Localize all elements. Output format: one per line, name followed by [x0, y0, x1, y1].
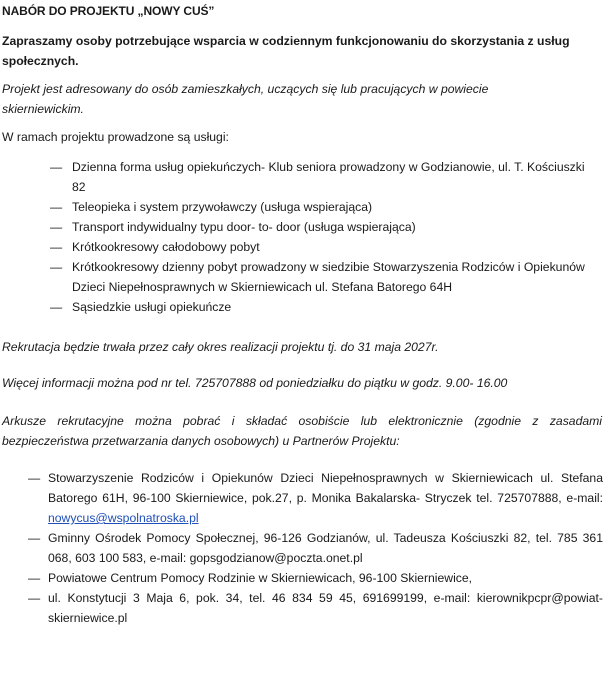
partner-4-text: ul. Konstytucji 3 Maja 6, pok. 34, tel. 46 834 59 45, 691699199, e-mail: kierownikpcpr@powiat-skierniewice.pl — [48, 591, 603, 625]
dash-bullet: — — [28, 531, 41, 545]
forms-info: Arkusze rekrutacyjne można pobrać i składać osobiście lub elektronicznie (zgodnie z zasadami bezpieczeństwa przetwarzania danych osobowych) u Partnerów Projektu: — [2, 414, 602, 448]
service-item-text: Krótkookresowy dzienny pobyt prowadzony w siedzibie Stowarzyszenia Rodziców i Opiekunów Dzieci Niepełnosprawnych w Skierniewicach ul. Stefana Batorego 64H — [72, 260, 585, 294]
dash-bullet: — — [50, 200, 63, 214]
dash-bullet: — — [50, 240, 63, 254]
service-item-text: Sąsiedzkie usługi opiekuńcze — [72, 300, 232, 314]
dash-bullet: — — [50, 220, 63, 234]
list-item — [50, 237, 595, 257]
list-item — [50, 157, 595, 197]
services-list — [50, 157, 595, 317]
partner-1-text: Stowarzyszenie Rodziców i Opiekunów Dzieci Niepełnosprawnych w Skierniewicach ul. Stefana Batorego 61H, 96-100 Skierniewice, pok.27, p. Monika Bakalarska- Stryczek tel. 725707888, e-mail: — [48, 471, 603, 505]
partner-2-text: Gminny Ośrodek Pomocy Społecznej, 96-126 Godzianów, ul. Tadeusza Kościuszki 82, tel. 785 361 068, 603 100 583, e-mail: gopsgodzianow@poczta.onet.pl — [48, 531, 603, 565]
recruitment-period: Rekrutacja będzie trwała przez cały okres realizacji projektu tj. do 31 maja 2027r. — [2, 340, 439, 354]
list-item — [50, 297, 595, 317]
page-title: NABÓR DO PROJEKTU „NOWY CUŚ” — [2, 4, 215, 18]
service-item-text: Teleopieka i system przywoławczy (usługa wspierająca) — [72, 200, 373, 214]
more-info: Więcej informacji można pod nr tel. 725707888 od poniedziałku do piątku w godz. 9.00- 16.00 — [2, 376, 508, 390]
service-item-text: Transport indywidualny typu door- to- door (usługa wspierająca) — [72, 220, 416, 234]
partners-list — [28, 468, 603, 628]
service-item-text: Dzienna forma usług opiekuńczych- Klub seniora prowadzony w Godzianowie, ul. T. Kościuszki 82 — [72, 160, 585, 194]
dash-bullet: — — [28, 591, 41, 605]
list-item — [28, 528, 603, 568]
intro-paragraph: Zapraszamy osoby potrzebujące wsparcia w codziennym funkcjonowaniu do skorzystania z usług społecznych. — [2, 34, 570, 68]
list-item — [50, 197, 595, 217]
list-item — [50, 217, 595, 237]
dash-bullet: — — [28, 471, 41, 485]
dash-bullet: — — [50, 300, 63, 314]
list-item — [28, 468, 603, 528]
list-item — [50, 257, 595, 297]
services-heading: W ramach projektu prowadzone są usługi: — [2, 130, 229, 144]
service-item-text: Krótkookresowy całodobowy pobyt — [72, 240, 260, 254]
dash-bullet: — — [50, 260, 63, 274]
partner-1-email-link[interactable]: nowycus@wspolnatroska.pl — [48, 511, 199, 525]
list-item — [28, 568, 603, 588]
list-item — [28, 588, 603, 628]
dash-bullet: — — [50, 160, 63, 174]
dash-bullet: — — [28, 571, 41, 585]
partner-3-text: Powiatowe Centrum Pomocy Rodzinie w Skierniewicach, 96-100 Skierniewice, — [48, 571, 473, 585]
target-group-paragraph: Projekt jest adresowany do osób zamieszkałych, uczących się lub pracujących w powiecie skierniewickim. — [2, 82, 489, 116]
